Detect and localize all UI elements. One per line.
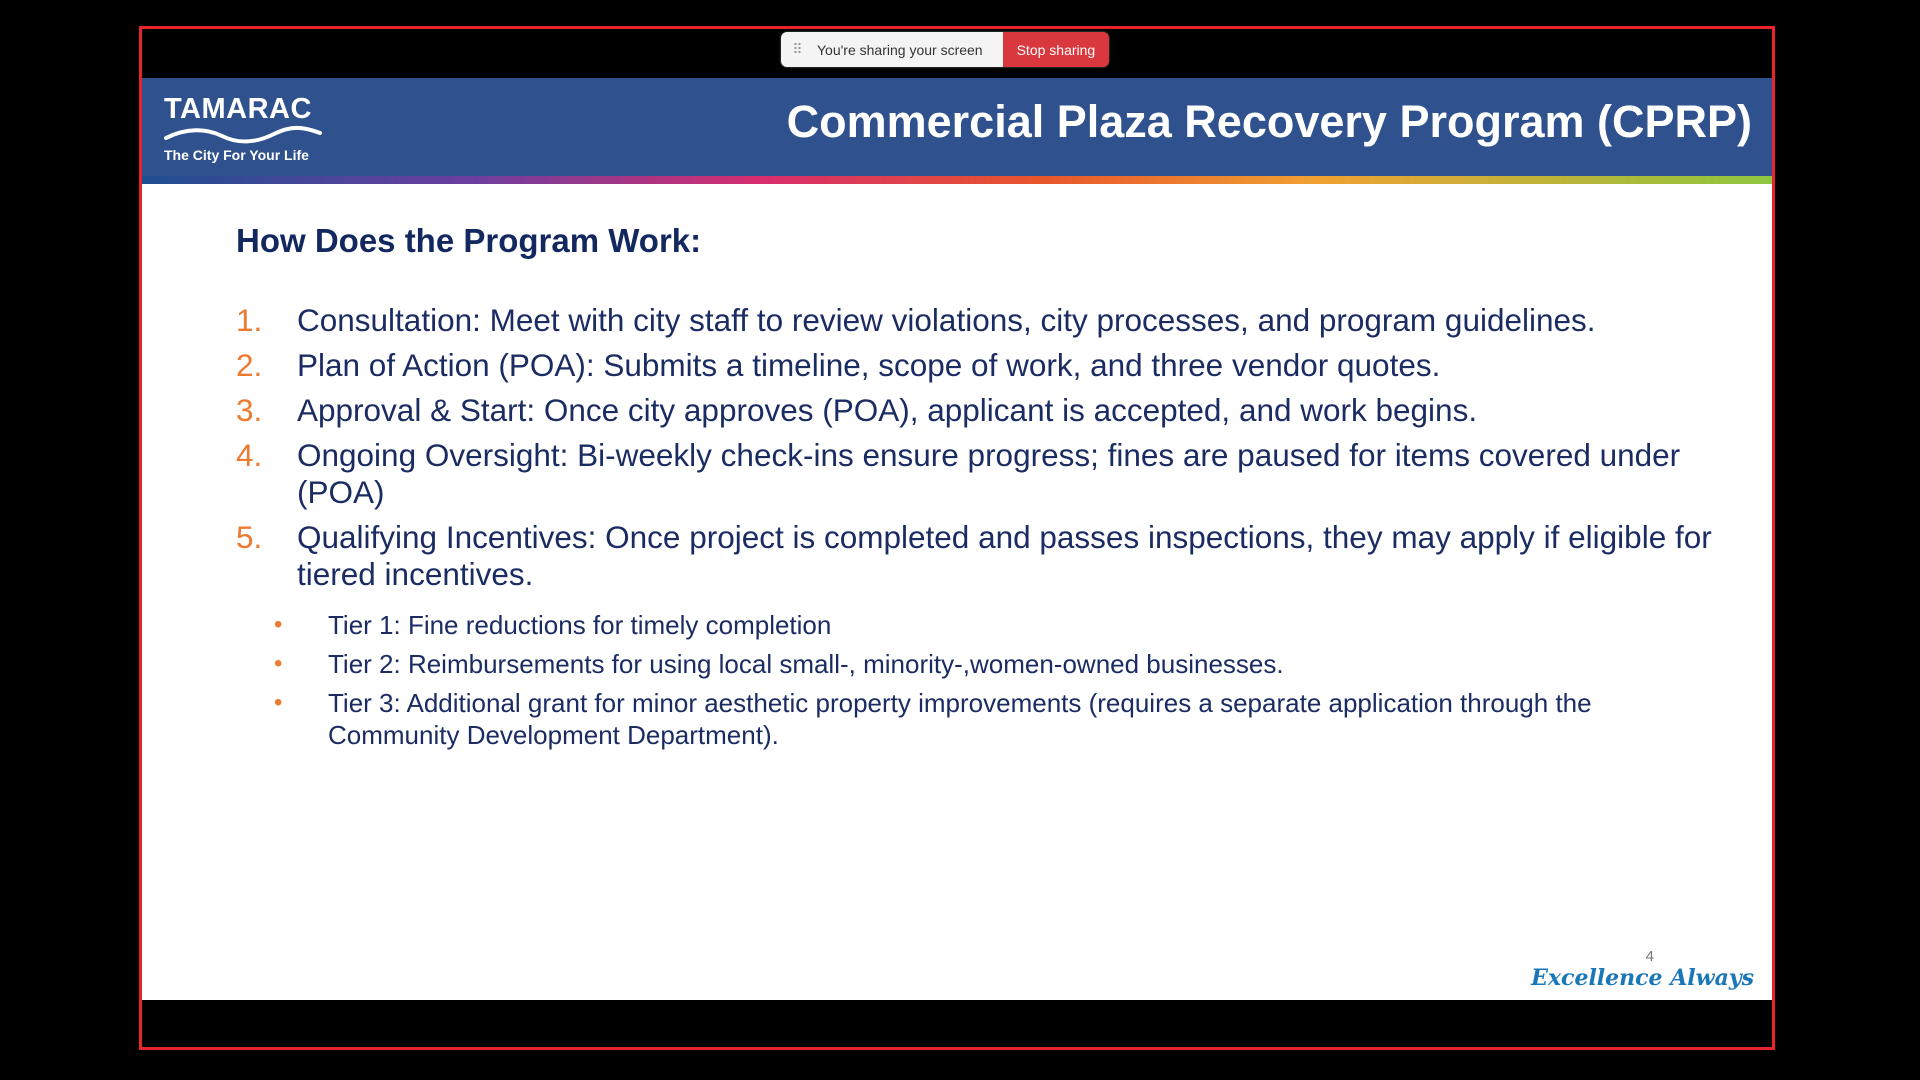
program-steps-list (236, 302, 1716, 601)
header-color-stripe (142, 176, 1772, 184)
footer-motto: Excellence Always (1531, 965, 1754, 991)
step-text: Approval & Start: Once city approves (POA), applicant is accepted, and work begins. (297, 392, 1478, 428)
list-item (274, 687, 1714, 751)
list-item (236, 302, 1716, 339)
step-text: Ongoing Oversight: Bi-weekly check-ins ensure progress; fines are paused for items covered under (POA) (297, 437, 1681, 510)
stop-sharing-button[interactable]: Stop sharing (1003, 32, 1110, 67)
list-item (236, 519, 1716, 593)
tier-text: Tier 1: Fine reductions for timely completion (328, 610, 832, 640)
list-item (274, 648, 1714, 680)
step-number: 1. (236, 302, 263, 338)
step-text: Qualifying Incentives: Once project is completed and passes inspections, they may apply if eligible for tiered incentives. (297, 519, 1712, 592)
step-number: 3. (236, 392, 263, 428)
slide-header (142, 78, 1772, 176)
list-item (236, 437, 1716, 511)
step-number: 5. (236, 519, 263, 555)
slide-page-number: 4 (1645, 948, 1654, 965)
list-item (274, 609, 1714, 641)
sharing-message: You're sharing your screen (813, 32, 1003, 67)
tier-text: Tier 3: Additional grant for minor aesthetic property improvements (requires a separate application through the Community Development Department). (328, 688, 1592, 750)
bullet-icon: • (274, 689, 283, 716)
list-item (236, 347, 1716, 384)
presentation-slide (142, 78, 1772, 1000)
tamarac-logo (164, 94, 324, 163)
drag-handle-icon[interactable]: ⠿ (781, 32, 813, 67)
step-text: Consultation: Meet with city staff to review violations, city processes, and program guidelines. (297, 302, 1596, 338)
logo-name: TAMARAC (164, 93, 312, 125)
step-number: 2. (236, 347, 263, 383)
logo-wave-icon (164, 125, 324, 145)
incentive-tiers-list (274, 609, 1714, 758)
step-number: 4. (236, 437, 263, 473)
bullet-icon: • (274, 650, 283, 677)
screen-share-bar (781, 32, 1109, 67)
step-text: Plan of Action (POA): Submits a timeline, scope of work, and three vendor quotes. (297, 347, 1441, 383)
list-item (236, 392, 1716, 429)
bullet-icon: • (274, 611, 283, 638)
slide-title: Commercial Plaza Recovery Program (CPRP) (786, 96, 1752, 147)
tier-text: Tier 2: Reimbursements for using local small-, minority-,women-owned businesses. (328, 649, 1284, 679)
logo-tagline: The City For Your Life (164, 147, 309, 163)
section-heading: How Does the Program Work: (236, 222, 702, 259)
